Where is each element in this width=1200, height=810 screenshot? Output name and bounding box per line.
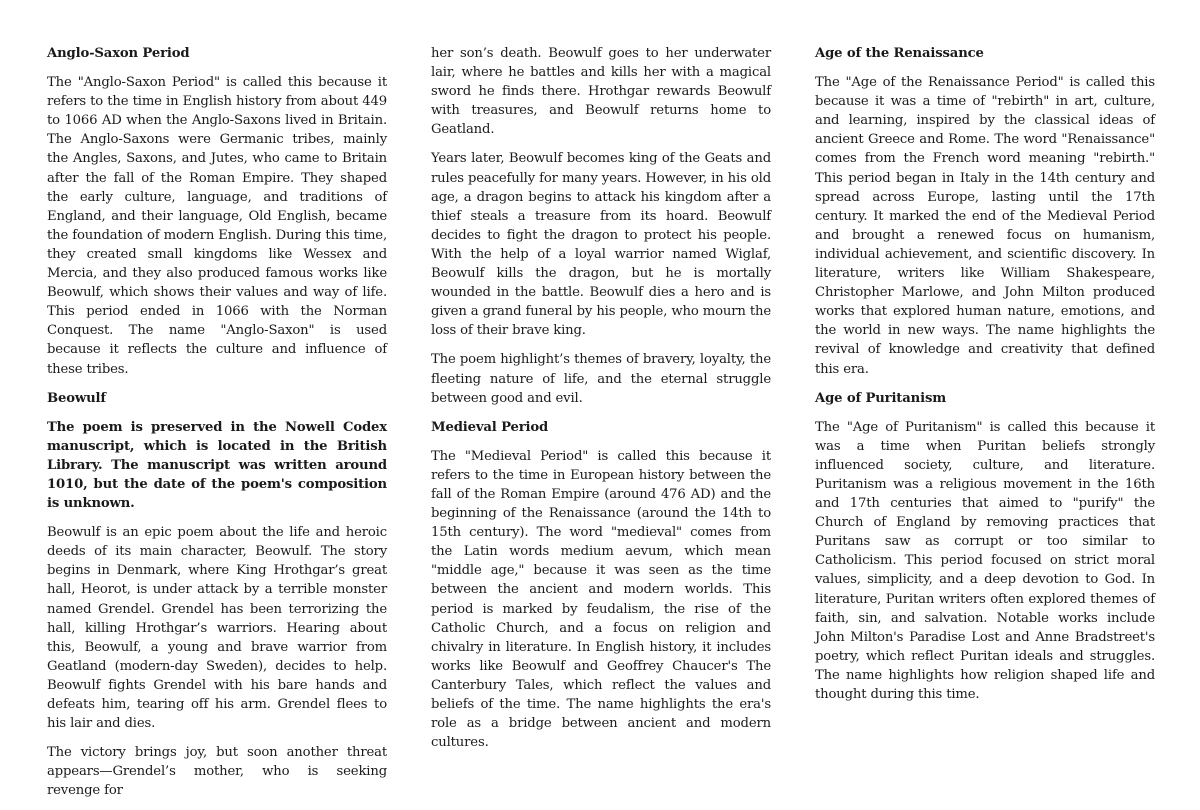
- beowulf-heading: Beowulf: [47, 390, 106, 406]
- anglo-saxon-heading: Anglo-Saxon Period: [47, 46, 190, 61]
- puritanism-heading: Age of Puritanism: [815, 390, 947, 406]
- beowulf-paragraph-3: Years later, Beowulf becomes king of the Geats and rules peacefully for many years. However, in his old age, a dragon begins to attack his kingdom after a thief steals a treasure from its hoard. Beowulf decides to fight the dragon to protect his people. With the help of a loyal warrior named Wiglaf, Beowulf kills the dragon, but he is mortally wounded in the battle. Beowulf dies a hero and is given a grand funeral by his people, who mourn the loss of their brave king.: [431, 151, 771, 339]
- beowulf-paragraph-1: Beowulf is an epic poem about the life and heroic deeds of its main character, Beowulf. The story begins in Denmark, where King Hrothgar’s great hall, Heorot, is under attack by a terrible monster named Grendel. Grendel has been terrorizing the hall, killing Hrothgar’s warriors. Hearing about this, Beowulf, a young and brave warrior from Geatland (modern-day Sweden), decides to help. Beowulf fights Grendel with his bare hands and defeats him, tearing off his arm. Grendel flees to his lair and dies.: [47, 525, 387, 732]
- medieval-paragraph: The "Medieval Period" is called this because it refers to the time in European history between the fall of the Roman Empire (around 476 AD) and the beginning of the Renaissance (around the 14th to 15th century). The word "medieval" comes from the Latin words medium aevum, which mean "middle age," because it was seen as the time between the ancient and modern worlds. This period is marked by feudalism, the rise of the Catholic Church, and a focus on religion and chivalry in literature. In English history, it includes works like Beowulf and Geoffrey Chaucer's The Canterbury Tales, which reflect the values and beliefs of the time. The name highlights the era's role as a bridge between ancient and modern cultures.: [431, 448, 771, 751]
- medieval-heading: Medieval Period: [431, 419, 549, 435]
- beowulf-manuscript-note: The poem is preserved in the Nowell Codex manuscript, which is located in the British Library. The manuscript was written around 1010, but the date of the poem's composition is unknown.: [47, 419, 387, 512]
- column-3: [815, 44, 1155, 714]
- puritanism-paragraph: The "Age of Puritanism" is called this because it was a time when Puritan beliefs strongly influenced society, culture, and literature. Puritanism was a religious movement in the 16th and 17th centuries that aimed to "purify" the Church of England by removing practices that Puritans saw as corrupt or too similar to Catholicism. This period focused on strict moral values, simplicity, and a deep devotion to God. In literature, Puritan writers often explored themes of faith, sin, and salvation. Notable works include John Milton's Paradise Lost and Anne Bradstreet's poetry, which reflect Puritan ideals and struggles. The name highlights how religion shaped life and thought during this time.: [815, 419, 1155, 702]
- column-2: [431, 44, 771, 762]
- beowulf-paragraph-2-start: The victory brings joy, but soon another threat appears—Grendel’s mother, who is seeking revenge for: [47, 745, 387, 799]
- renaissance-paragraph: The "Age of the Renaissance Period" is called this because it was a time of "rebirth" in art, culture, and learning, inspired by the classical ideas of ancient Greece and Rome. The word "Renaissance" comes from the French word meaning "rebirth." This period began in Italy in the 14th century and spread across Europe, lasting until the 17th century. It marked the end of the Medieval Period and brought a renewed focus on humanism, individual achievement, and scientific discovery. In literature, writers like William Shakespeare, Christopher Marlowe, and John Milton produced works that explored human nature, emotions, and the world in new ways. The name highlights the revival of knowledge and creativity that defined this era.: [815, 75, 1155, 377]
- column-1: [47, 44, 387, 810]
- beowulf-paragraph-4: The poem highlight’s themes of bravery, loyalty, the fleeting nature of life, and the eternal struggle between good and evil.: [431, 352, 771, 406]
- beowulf-paragraph-2-end: her son’s death. Beowulf goes to her underwater lair, where he battles and kills her with a magical sword he finds there. Hrothgar rewards Beowulf with treasures, and Beowulf returns home to Geatland.: [431, 46, 771, 138]
- anglo-saxon-paragraph: The "Anglo-Saxon Period" is called this because it refers to the time in English history from about 449 to 1066 AD when the Anglo-Saxons lived in Britain. The Anglo-Saxons were Germanic tribes, mainly the Angles, Saxons, and Jutes, who came to Britain after the fall of the Roman Empire. They shaped the early culture, language, and traditions of England, and their language, Old English, became the foundation of modern English. During this time, they created small kingdoms like Wessex and Mercia, and they also produced famous works like Beowulf, which shows their values and way of life. This period ended in 1066 with the Norman Conquest. The name "Anglo-Saxon" is used because it reflects the culture and influence of these tribes.: [47, 75, 387, 377]
- renaissance-heading: Age of the Renaissance: [815, 46, 984, 61]
